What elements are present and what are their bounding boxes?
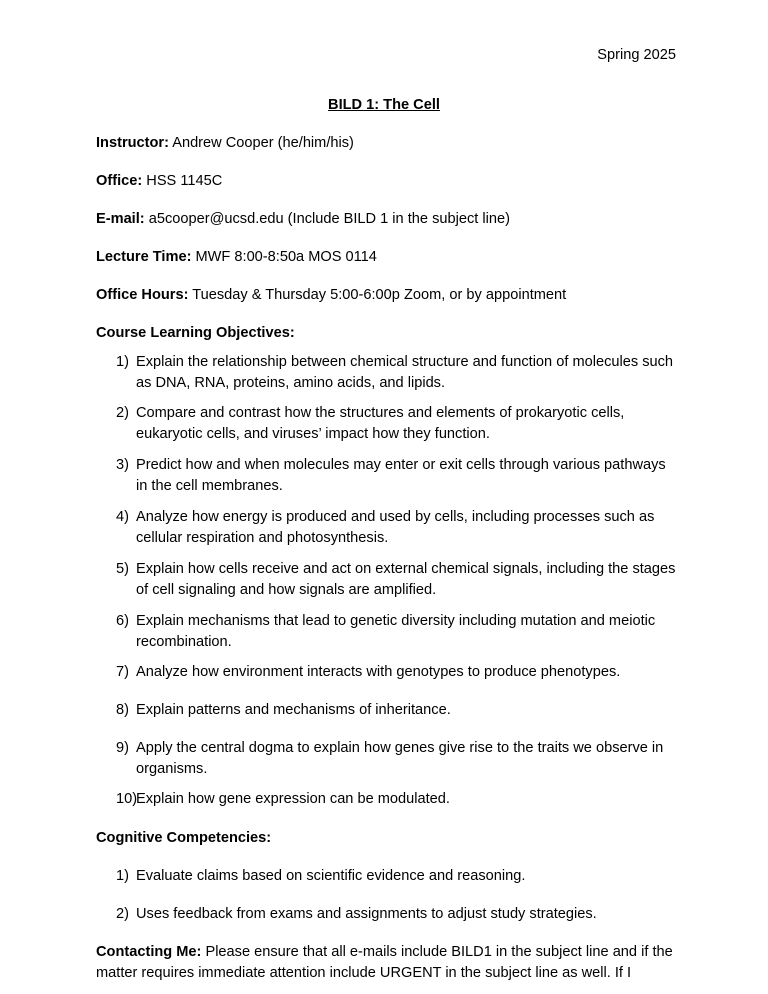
objective-item bbox=[116, 455, 681, 497]
label: Contacting Me: bbox=[96, 944, 202, 960]
email-line bbox=[96, 209, 681, 230]
item-number: 9) bbox=[116, 740, 129, 756]
item-text: Uses feedback from exams and assignments to adjust study strategies. bbox=[136, 906, 597, 922]
label: Instructor: bbox=[96, 135, 169, 151]
lecture-time-line bbox=[96, 247, 681, 268]
item-number: 4) bbox=[116, 509, 129, 525]
item-number: 1) bbox=[116, 354, 129, 370]
instructor-line bbox=[96, 133, 681, 154]
item-number: 2) bbox=[116, 405, 129, 421]
objective-item bbox=[116, 738, 681, 780]
value: Tuesday & Thursday 5:00-6:00p Zoom, or by appointment bbox=[188, 287, 567, 303]
item-number: 2) bbox=[116, 906, 129, 922]
objective-item bbox=[116, 352, 681, 394]
objective-item bbox=[116, 507, 681, 549]
item-text: Evaluate claims based on scientific evidence and reasoning. bbox=[136, 868, 526, 884]
item-number: 3) bbox=[116, 457, 129, 473]
value: MWF 8:00-8:50a MOS 0114 bbox=[191, 249, 377, 265]
objectives-heading bbox=[96, 323, 681, 344]
label: Lecture Time: bbox=[96, 249, 192, 265]
item-number: 1) bbox=[116, 868, 129, 884]
heading-text: Cognitive Competencies: bbox=[96, 830, 272, 846]
item-text: Explain mechanisms that lead to genetic diversity including mutation and meiotic recombination. bbox=[136, 613, 656, 650]
item-text: Predict how and when molecules may enter or exit cells through various pathways in the cell membranes. bbox=[136, 457, 666, 494]
value: HSS 1145C bbox=[142, 173, 223, 189]
objective-item bbox=[116, 611, 681, 653]
item-number: 7) bbox=[116, 664, 129, 680]
office-line bbox=[96, 171, 681, 192]
item-text: Explain how gene expression can be modulated. bbox=[136, 791, 450, 807]
label: Office: bbox=[96, 173, 143, 189]
office-hours-line bbox=[96, 285, 681, 306]
value: Andrew Cooper (he/him/his) bbox=[168, 135, 354, 151]
term-header: Spring 2025 bbox=[597, 47, 676, 63]
item-number: 10) bbox=[116, 791, 138, 807]
course-title: BILD 1: The Cell bbox=[328, 97, 440, 113]
item-text: Explain how cells receive and act on external chemical signals, including the stages of cell signaling and how signals are amplified. bbox=[136, 561, 676, 598]
item-text: Explain the relationship between chemical structure and function of molecules such as DNA, RNA, proteins, amino acids, and lipids. bbox=[136, 354, 674, 391]
item-number: 5) bbox=[116, 561, 129, 577]
objective-item bbox=[116, 700, 681, 721]
item-text: Compare and contrast how the structures and elements of prokaryotic cells, eukaryotic cells, and viruses’ impact how they function. bbox=[136, 405, 625, 442]
heading-text: Course Learning Objectives: bbox=[96, 325, 295, 341]
competency-item bbox=[116, 904, 681, 925]
objective-item bbox=[116, 403, 681, 445]
item-text: Explain patterns and mechanisms of inheritance. bbox=[136, 702, 451, 718]
objective-item bbox=[116, 662, 681, 683]
value: a5cooper@ucsd.edu (Include BILD 1 in the subject line) bbox=[144, 211, 510, 227]
item-text: Apply the central dogma to explain how genes give rise to the traits we observe in organisms. bbox=[136, 740, 664, 777]
objective-item bbox=[116, 789, 681, 810]
item-text: Analyze how energy is produced and used by cells, including processes such as cellular respiration and photosynthesis. bbox=[136, 509, 655, 546]
label: Office Hours: bbox=[96, 287, 189, 303]
competencies-heading bbox=[96, 828, 681, 849]
value: Please ensure that all e-mails include BILD1 in the subject line and if the matter requires immediate attention include URGENT in the subject line as well. If I bbox=[96, 944, 673, 981]
contacting-paragraph bbox=[96, 942, 681, 984]
item-number: 6) bbox=[116, 613, 129, 629]
label: E-mail: bbox=[96, 211, 145, 227]
objective-item bbox=[116, 559, 681, 601]
item-number: 8) bbox=[116, 702, 129, 718]
item-text: Analyze how environment interacts with genotypes to produce phenotypes. bbox=[136, 664, 621, 680]
competency-item bbox=[116, 866, 681, 887]
